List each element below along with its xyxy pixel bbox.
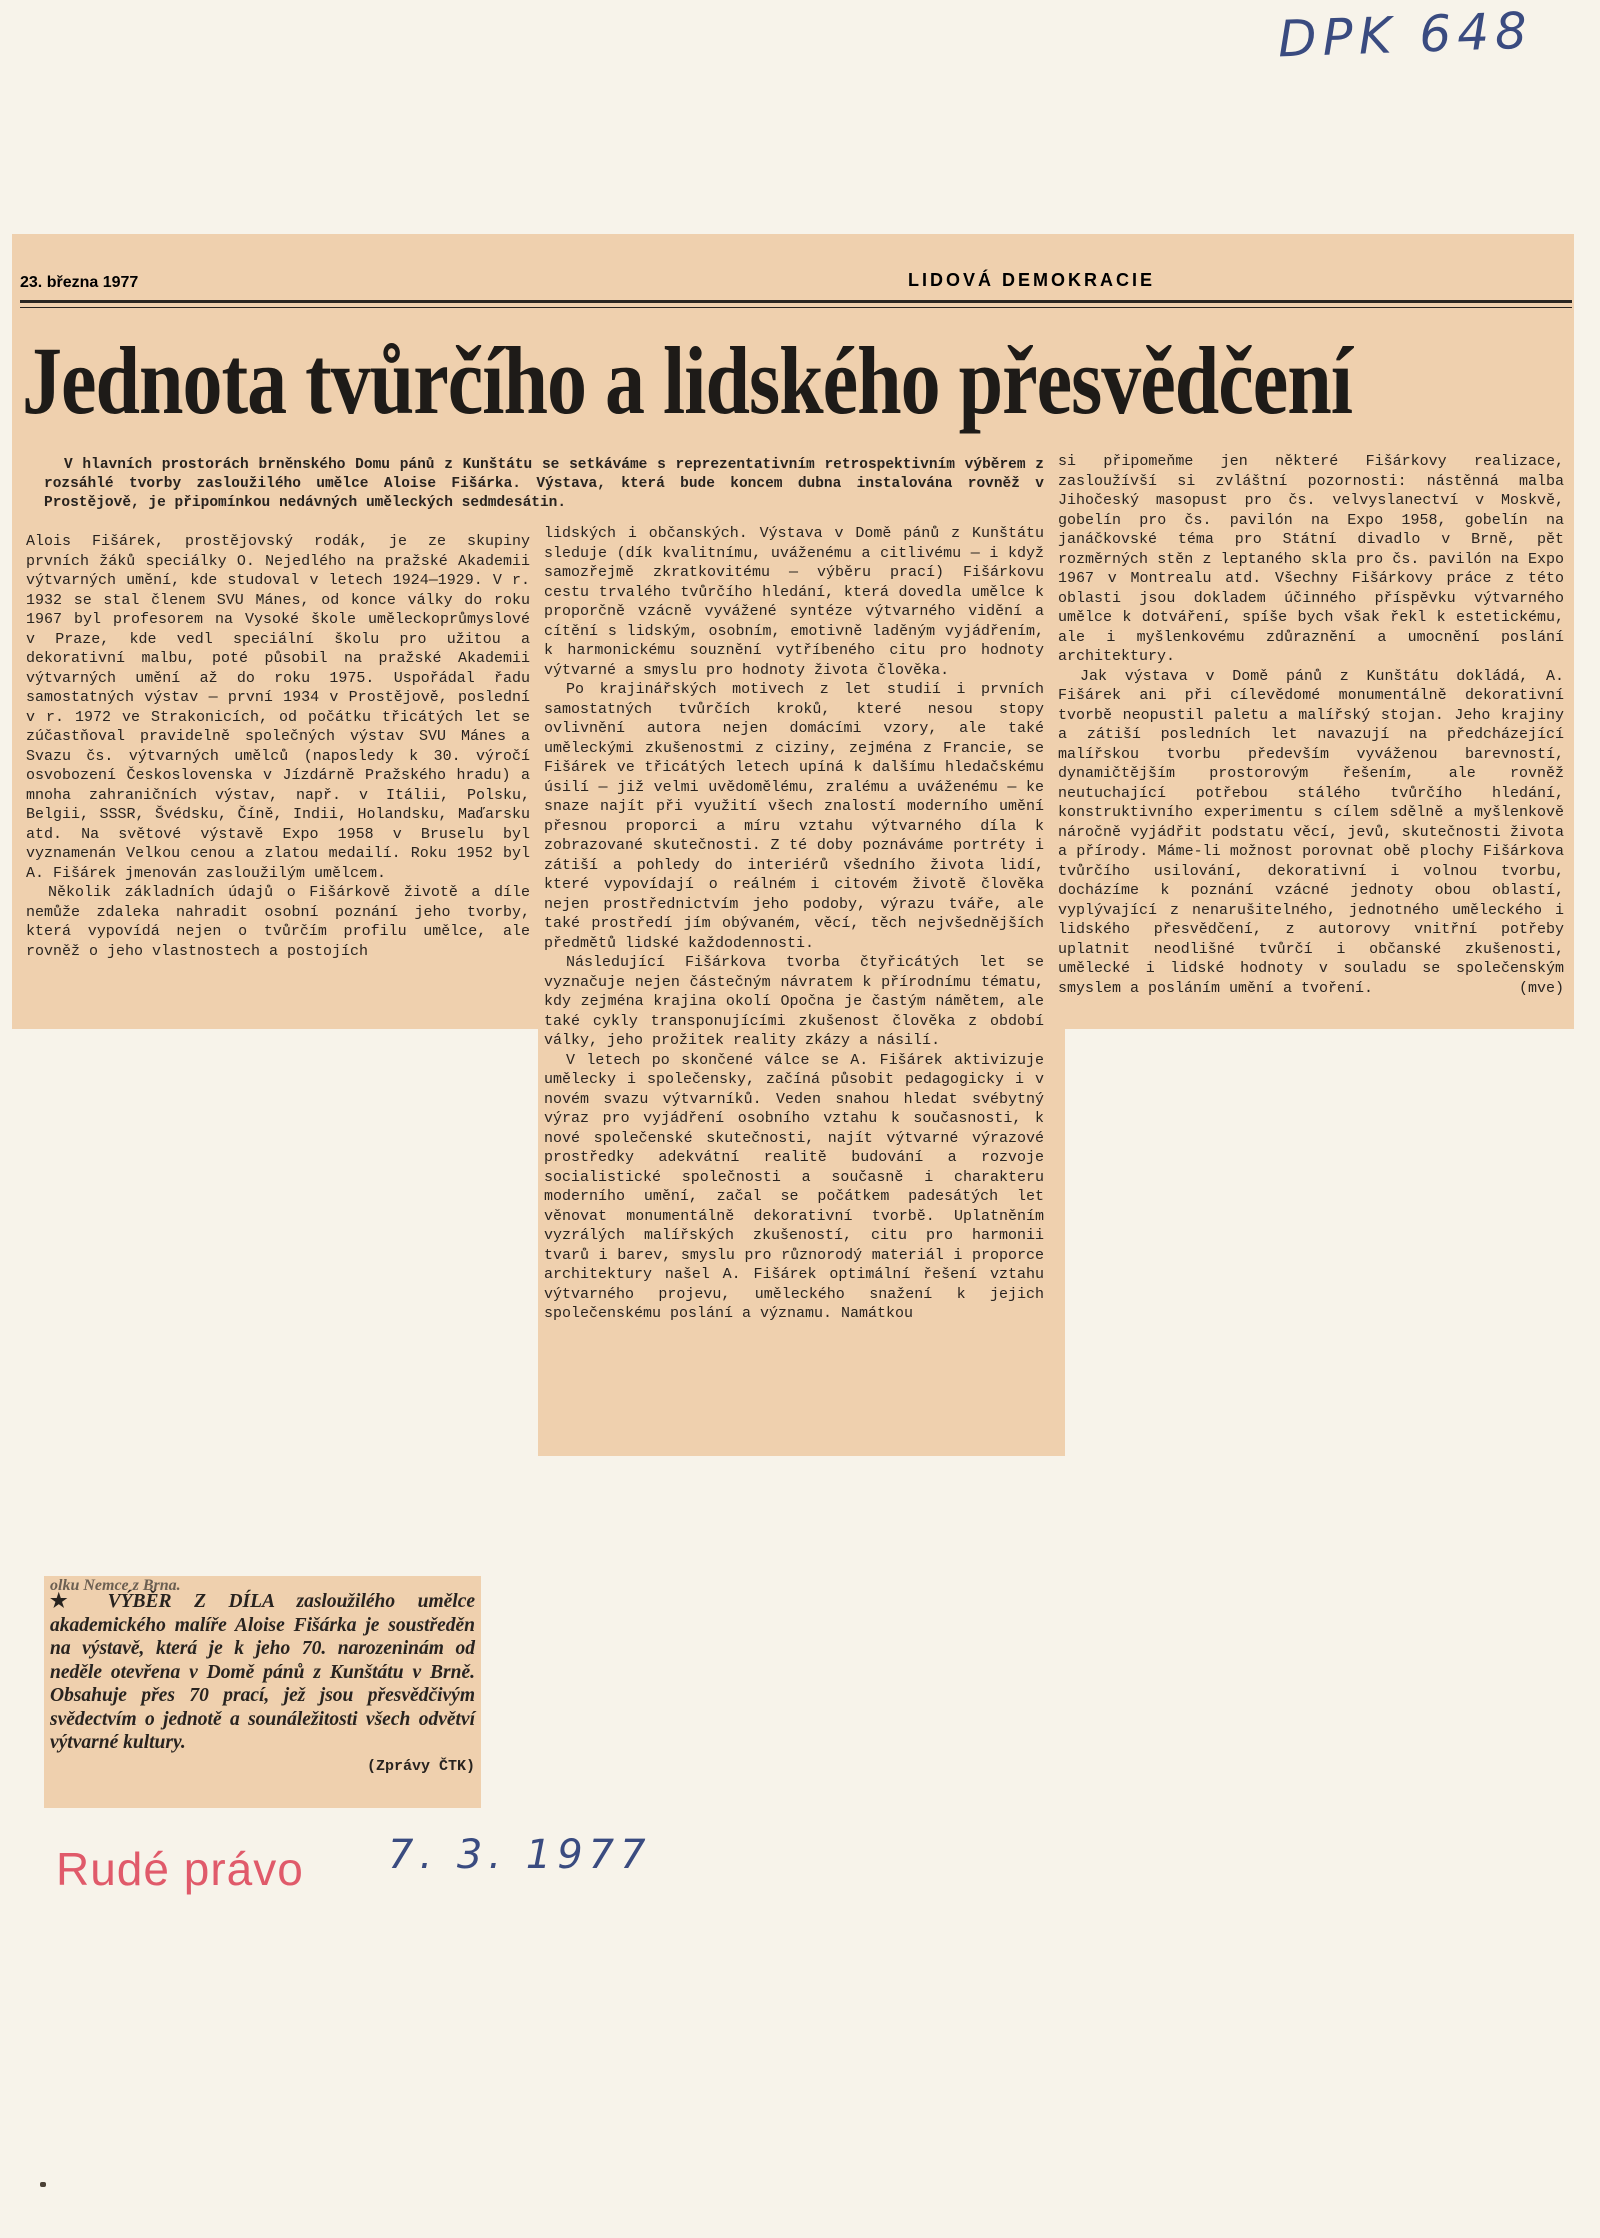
newspaper-masthead [20,270,1572,300]
column-1-paragraph: Několik základních údajů o Fišárkově životě a díle nemůže zdaleka nahradit osobní poznání jeho tvorby, která vypovídá nejen o tvůrčím profilu umělce, ale rovněž o jeho vlastnostech a postojích [26,884,530,960]
column-3-paragraph-text: Jak výstava v Domě pánů z Kunštátu dokládá, A. Fišárek ani při cílevědomé monumentálně dekorativní tvorbě neopustil paletu a malířský stojan. Jeho krajiny a zátiší posledních let navazují na předcházející malířskou tvorbu především vyváženou barevností, dynamičtějším prostorovým řešením, ale rovněž neutuchající potřebou stálého tvůrčího hledání, konstruktivního experimentu s cílem sdělně a myšlenkově náročně vyjádřit podstatu věcí, jevů, skutečnosti života a přírody. Máme-li možnost porovnat obě plochy Fišárkova tvůrčího usilování, dekorativní i volnou tvorbu, docházíme k poznání vzácné jednoty obou oblastí, vyplývající z nenarušitelného, jednotného uměleckého i lidského přesvědčení, z autorovy vnitřní potřeby uplatnit neodlišné tvůrčí i občanské zkušenosti, umělecké i lidské hodnoty v souladu se společenským smyslem a posláním umění a tvoření. [1058,667,1564,997]
source-stamp: Rudé právo [56,1843,304,1895]
star-icon: ★ [50,1591,86,1612]
author-signature: (mve) [1518,979,1564,997]
issue-date: 23. března 1977 [20,274,139,291]
column-3-paragraph: si připomeňme jen některé Fišárkovy realizace, zasloužívší si zvláštní pozornosti: nástěnná malba Jihočeský masopust pro čs. velvyslanectví v Moskvě, gobelín pro čs. pavilón na Expo 1958, gobelín na janáčkovské téma pro Státní divadlo v Brně, pět rozměrných stěn z leptaného skla pro čs. pavilón na Expo 1967 v Montrealu atd. Všechny Fišárkovy práce z této oblasti jsou dokladem účinného příspěvku výtvarného umělce k dotváření, spíše bych však řekl k estetickému, ale i myšlenkovému zdůraznění a umocnění poslání architektury. [1058,453,1564,665]
ink-mark [40,2182,46,2187]
article-headline: Jednota tvůrčího a lidského přesvědčení [22,329,1352,435]
newspaper-name: LIDOVÁ DEMOKRACIE [908,270,1156,290]
column-2-paragraph: V letech po skončené válce se A. Fišárek aktivizuje umělecky i společensky, začíná působit pedagogicky i v novém svazu výtvarníků. Veden snahou hledat svébytný výraz pro vyjádření osobního vztahu k současnosti, k nové společenské skutečnosti, najít výtvarné výrazové prostředky adekvátní realitě budování a rozvoje socialistické společnosti a současně i charakteru moderního umění, začal se počátkem padesátých let věnovat monumentálně dekorativní tvorbě. Uplatněním vyzrálých malířských zkušeností, citu pro harmonii tvarů i barev, smyslu pro různorodý materiál i proporce architektury našel A. Fišárek optimální řešení vztahu výtvarného projevu, uměleckého snažení k jejich společenskému poslání a významu. Namátkou [544,1051,1044,1322]
column-2-paragraph: Následující Fišárkova tvorba čtyřicátých let se vyznačuje nejen částečným návratem k přírodnímu tématu, kdy zejména krajina okolí Opočna je častým námětem, ale také cykly transponujícími zkušenost člověka z období války, jeho prožitek reality zkázy a násilí. [544,954,1044,1049]
article-lead: V hlavních prostorách brněnského Domu pánů z Kunštátu se setkáváme s reprezentativním retrospektivním výběrem z rozsáhlé tvorby zasloužilého umělce Aloise Fišárka. Výstava, která bude koncem dubna instalována rovněž v Prostějově, je připomínkou nedávných uměleckých sedmdesátin. [44,457,1044,511]
article-column-2 [544,524,1044,1440]
archive-reference-handwritten: DPK 648 [1277,1,1534,69]
masthead-rule-thin [20,307,1572,308]
column-2-paragraph: Po krajinářských motivech z let studií i prvních samostatných tvůrčích kroků, které nesou stopy ovlivnění autora nejen domácími vzory, ale také uměleckými zkušenostmi z ciziny, zejména z Francie, se Fišárek ve třicátých letech upíná k dalšímu hledačskému úsilí — již velmi uvědomělému, zralému a uváženému — ke snaze najít při využití všech znalostí moderního umění přesnou proporci a míru vztahu výtvarného díla k zobrazované skutečnosti. Z té doby poznáváme portréty i zátiší a pohledy do interiérů všedního života lidí, které vypovídají o reálném i citovém životě člověka nejen prostřednictvím jeho podoby, výrazu tváře, ale také prostředí jím obývaném, věcí, těch nejvšednějších předmětů lidské každodennosti. [544,681,1044,952]
article-column-1 [26,532,530,1016]
news-brief [50,1578,475,1804]
cut-off-line: olku Nemce z Brna. [50,1578,181,1590]
column-1-paragraph: Alois Fišárek, prostějovský rodák, je ze skupiny prvních žáků speciálky O. Nejedlého na pražské Akademii výtvarných umění, kde studoval v letech 1924—1929. V r. 1932 se stal členem SVU Mánes, od konce války do roku 1967 byl profesorem na Vysoké škole uměleckoprůmyslové v Praze, kde vedl speciální školu pro užitou a dekorativní malbu, poté působil na pražské Akademii výtvarných umění až do roku 1975. Uspořádal řadu samostatných výstav — první 1934 v Prostějově, poslední v r. 1972 ve Strakonicích, od počátku třicátých let se zúčastňoval pravidelně společných výstav SVU Mánes a Svazu čs. výtvarných umělců (naposledy k 30. výročí osvobození Československa v Jízdárně Pražského hradu) a mnoha zahraničních výstav, např. v Itálii, Polsku, Belgii, SSSR, Švédsku, Číně, Indii, Holandsku, Maďarsku atd. Na světové výstavě Expo 1958 v Bruselu byl vyznamenán Velkou cenou a zlatou medailí. Roku 1952 byl A. Fišárek jmenován zasloužilým umělcem. [26,533,530,882]
article-column-3 [1058,452,1564,1022]
masthead-rule [20,300,1572,303]
handwritten-date: 7. 3. 1977 [388,1832,652,1878]
news-brief-source: (Zprávy ČTK) [366,1757,475,1775]
column-3-paragraph [1058,667,1564,999]
column-2-paragraph: lidských i občanských. Výstava v Domě pánů z Kunštátu sleduje (dík kvalitnímu, uváženému a citlivému — i když samozřejmě zkratkovitému — výběru prací) Fišárkovu cestu trvalého tvůrčího hledání, která dovedla umělce k proporčně vzácně vyvážené syntéze výtvarného vidění a cítění s lidským, osobním, emotivně laděným vyjádřením, k harmonickému souznění vytříbeného citu pro hodnoty výtvarné a smyslu pro hodnoty života člověka. [544,525,1044,679]
news-brief-text: VÝBĚR Z DÍLA zasloužilého umělce akademického malíře Aloise Fišárka je soustředěn na výstavě, která je k jeho 70. narozeninám od neděle otevřena v Domě pánů z Kunštátu v Brně. Obsahuje přes 70 prací, jež jsou přesvědčivým svědectvím o jednotě a sounáležitosti všech odvětví výtvarné kultury. [50,1591,476,1753]
